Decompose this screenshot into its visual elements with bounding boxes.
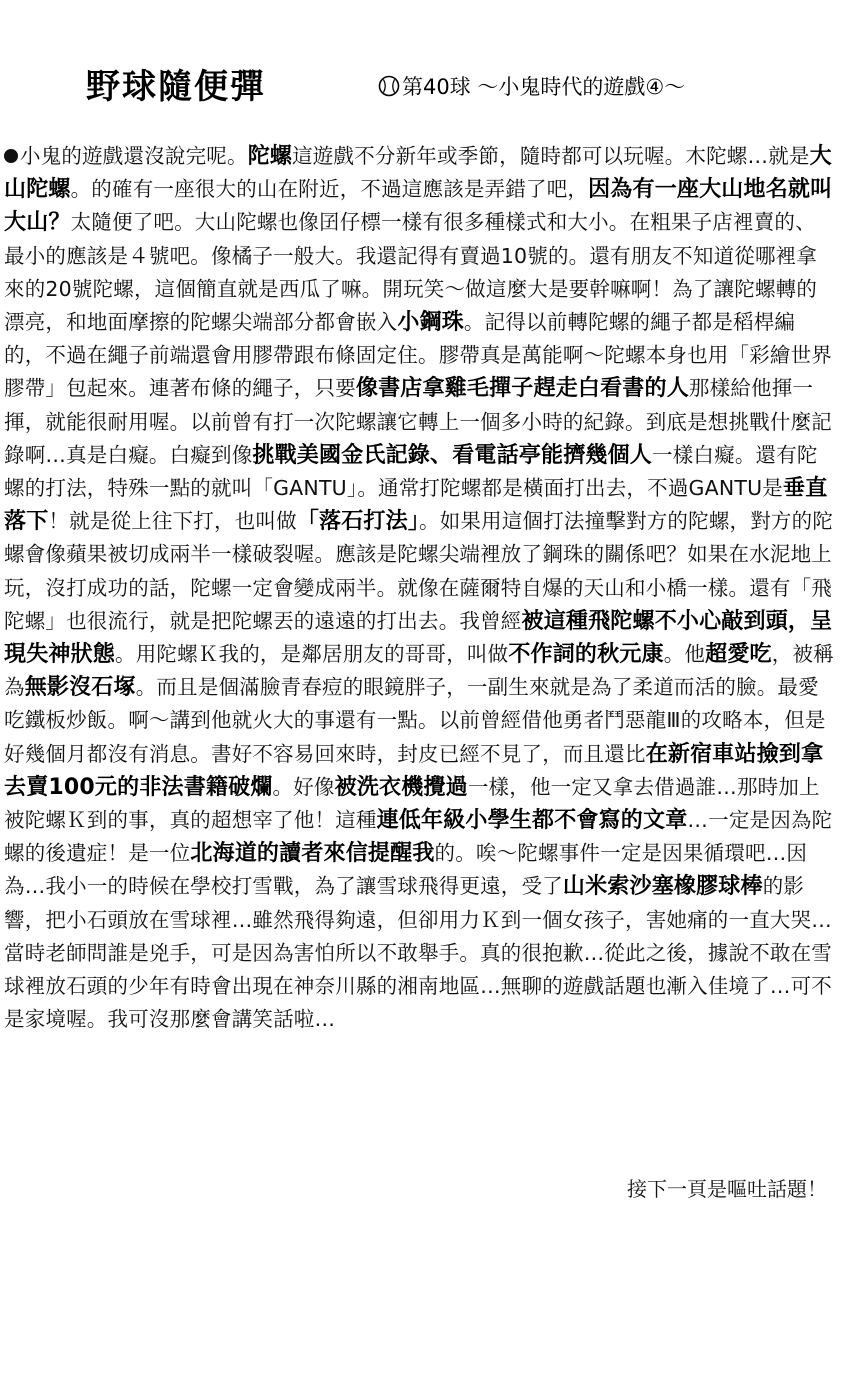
page-header: [86, 62, 786, 112]
body-text-run: 。如果用這個打法撞擊對方的陀螺，對方的陀螺會像蘋果被切成兩半一樣破裂喔。應該是陀螺尖端裡放了鋼珠的關係吧？如果在水泥地上玩，沒打成功的話，陀螺一定會變成兩半。就像在薩爾特自爆的天山和小橋一樣。還有「飛陀螺」也很流行，就是把陀螺丟的遠遠的打出去。我曾經: [4, 509, 834, 633]
emphasis-text: 超愛吃: [705, 642, 772, 668]
emphasis-text: 不作詞的秋元康: [508, 642, 664, 668]
body-text-run: 。的確有一座很大的山在附近，不過這應該是弄錯了吧，: [70, 177, 589, 202]
body-text-run: 太隨便了吧。大山陀螺也像囝仔標一樣有很多種樣式和大小。在粗果子店裡賣的、最小的應該是４號吧。像橘子一般大。我還記得有賣過10號的。還有朋友不知道從哪裡拿來的20號陀螺，這個簡直就是西瓜了嘛。開玩笑～做這麼大是要幹嘛啊！為了讓陀螺轉的漂亮，和地面摩擦的陀螺尖端部分都會嵌入: [4, 210, 818, 335]
body-text-run: 一樣白癡。還有陀螺的打法，特殊一點的就叫「GANTU」。通常打陀螺都是橫面打出去，不過GANTU是: [4, 442, 818, 501]
body-text-run: ！就是從上往下打，也叫做: [48, 509, 297, 534]
emphasis-text: 無影沒石塚: [24, 675, 136, 701]
body-text-run: 的影響，把小石頭放在雪球裡…雖然飛得夠遠，但卻用力Ｋ到一個女孩子，害她痛的一直大哭…當時老師問誰是兇手，可是因為害怕所以不敢舉手。真的很抱歉…從此之後，據說不敢在雪球裡放石頭的少年有時會出現在神奈川縣的湘南地區…無聊的遊戲話題也漸入佳境了…可不是家境喔。我可沒那麼會講笑話啦…: [4, 874, 832, 1032]
body-text-run: ，被稱為: [4, 642, 834, 700]
body-text-run: 一樣，他一定又拿去借過誰…那時加上被陀螺Ｋ到的事，真的超想宰了他！這種: [4, 774, 820, 833]
emphasis-text: 被這種飛陀螺不小心敲到頭，呈現失神狀態: [4, 608, 833, 668]
body-text-run: …一定是因為陀螺的後遺症！是一位: [4, 808, 833, 866]
emphasis-text: 因為有一座大山地名就叫大山？: [4, 177, 833, 236]
essay-body: [4, 140, 834, 1036]
emphasis-text: 大山陀螺: [4, 144, 832, 203]
body-text-run: 。而且是個滿臉青春痘的眼鏡胖子，一副生來就是為了柔道而活的臉。最愛吃鐵板炒飯。啊～講到他就火大的事還有一點。以前曾經借他勇者鬥惡龍Ⅲ的攻略本，但是好幾個月都沒有消息。書好不容易回來時，封皮已經不見了，而且還比: [4, 675, 826, 766]
body-text-run: 這遊戲不分新年或季節，隨時都可以玩喔。木陀螺…就是: [292, 144, 810, 168]
body-text-run: 小鬼的遊戲還沒說完呢。: [20, 144, 248, 168]
chapter-title: 第40球 ～小鬼時代的遊戲④～: [402, 75, 686, 99]
chapter-title-row: [378, 70, 685, 107]
body-text-run: 。他: [663, 642, 706, 667]
emphasis-text: 山米索沙塞橡膠球棒: [562, 874, 763, 900]
emphasis-text: 「落石打法」: [296, 509, 420, 535]
body-text-run: 。記得以前轉陀螺的繩子都是稻桿編的，不過在繩子前端還會用膠帶跟布條固定住。膠帶真是萬能啊～陀螺本身也用「彩繪世界膠帶」包起來。連著布條的繩子，只要: [4, 310, 832, 401]
emphasis-text: 垂直落下: [4, 476, 828, 535]
body-text-run: 。用陀螺Ｋ我的，是鄰居朋友的哥哥，叫做: [115, 642, 509, 667]
emphasis-text: 陀螺: [247, 144, 293, 169]
body-text-run: 那樣給他揮一揮，就能很耐用喔。以前曾有打一次陀螺讓它轉上一個多小時的紀錄。到底是想挑戰什麼記錄啊…真是白癡。白癡到像: [4, 376, 832, 467]
body-text-run: 的。唉～陀螺事件一定是因果循環吧…因為…我小一的時候在學校打雪戰，為了讓雪球飛得更遠，受了: [4, 841, 808, 899]
emphasis-text: 像書店拿雞毛撣子趕走白看書的人: [355, 376, 689, 402]
emphasis-text: 在新宿車站撿到拿去賣100元的非法書籍破爛: [4, 741, 824, 800]
baseball-icon: [378, 73, 400, 107]
next-page-note: 接下一頁是嘔吐話題！: [627, 1177, 827, 1201]
emphasis-text: 挑戰美國金氏記錄、看電話亭能擠幾個人: [252, 442, 653, 468]
bullet-icon: [4, 149, 18, 163]
emphasis-text: 北海道的讀者來信提醒我: [190, 841, 435, 867]
emphasis-text: 小鋼珠: [397, 310, 464, 336]
emphasis-text: 被洗衣機攪過: [334, 774, 468, 800]
body-text-run: 。好像: [272, 774, 335, 799]
emphasis-text: 連低年級小學生都不會寫的文章: [376, 808, 688, 834]
series-title: 野球隨便彈: [86, 67, 266, 107]
